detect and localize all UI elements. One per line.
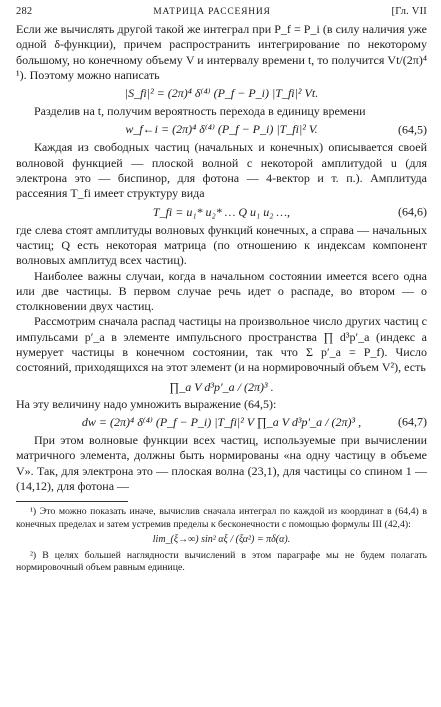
footnote-1-equation-text: lim_(ξ→∞) sin² αξ / (ξα²) = πδ(α). bbox=[152, 533, 291, 545]
footnote-divider bbox=[16, 501, 128, 502]
equation-64-6-text: T_fi = u₁* u₂* … Q u₁ u₂ …, bbox=[152, 204, 291, 219]
running-header bbox=[16, 6, 427, 22]
equation-64-5-number: (64,5) bbox=[398, 122, 427, 137]
paragraph-1: Если же вычислять другой такой же интеграл при P_f = P_i (в силу наличия уже одной δ-функции), причем распространить интегрирование по некоторому большому, но конечному объему V и интервалу времени t, то получится Vt/(2π)⁴ ¹). Поэтому можно написать bbox=[16, 22, 427, 82]
paragraph-5: Наиболее важны случаи, когда в начальном состоянии имеется всего одна или две частицы. В первом случае речь идет о распаде, во втором — о столкновении двух частиц. bbox=[16, 268, 427, 314]
running-title: МАТРИЦА РАССЕЯНИЯ bbox=[153, 7, 271, 17]
paragraph-7: На эту величину надо умножить выражение (64,5): bbox=[16, 396, 277, 411]
paragraph-8: При этом волновые функции всех частиц, используемые при вычислении матричного элемента, должны быть нормированы «на одну частицу в объеме V». Так, для электрона это — плоская волна (23,1), для частицы со спином 1 — (14,12), для фотона — bbox=[16, 432, 427, 493]
paragraph-3: Каждая из свободных частиц (начальных и конечных) описывается своей волновой функцией — плоской волной с некоторой амплитудой u (для электрона это — биспинор, для фотона — 4-вектор и т. п.). Амплитуда рассеяния T_fi имеет структуру вида bbox=[16, 140, 427, 201]
footnote-1: ¹) Это можно показать иначе, вычислив сначала интеграл по каждой из координат в (64,4) в конечных пределах и затем устремив пределы к бесконечности с помощью формулы III (42,4): bbox=[16, 506, 427, 530]
paragraph-6: Рассмотрим сначала распад частицы на произвольное число других частиц с импульсами p′_a в элементе импульсного пространства ∏ d³p′_a (индекс a нумерует частицы в конечном состоянии, так что Σ p′_a = P_f). Число состояний, приходящихся на этот элемент (и на нормировочный объем V²), есть bbox=[16, 314, 427, 375]
paragraph-4: где слева стоят амплитуды волновых функций конечных, а справа — начальных частиц; Q есть некоторая матрица (по отношению к индексам компонент волновых амплитуд всех частиц). bbox=[16, 222, 427, 268]
equation-s-fi-text: |S_fi|² = (2π)⁴ δ⁽⁴⁾ (P_f − P_i) |T_fi|² Vt. bbox=[124, 86, 319, 101]
chapter-label: [Гл. VII bbox=[391, 6, 427, 17]
page-number: 282 bbox=[16, 6, 33, 17]
equation-state-count-text: ∏_a V d³p′_a / (2π)³ . bbox=[169, 379, 274, 394]
equation-64-6-number: (64,6) bbox=[398, 204, 427, 219]
equation-64-7-number: (64,7) bbox=[398, 414, 427, 429]
equation-64-7 bbox=[16, 415, 427, 430]
footnote-2: ²) В целях большей наглядности вычислений в этом параграфе мы не будем полагать нормировочный объем равным единице. bbox=[16, 549, 427, 574]
equation-64-7-text: dw = (2π)⁴ δ⁽⁴⁾ (P_f − P_i) |T_fi|² V ∏_a V d³p′_a / (2π)³ , bbox=[81, 414, 362, 429]
footnote-1-equation bbox=[16, 534, 427, 545]
equation-state-count bbox=[16, 380, 427, 395]
equation-64-5 bbox=[16, 122, 427, 137]
equation-s-fi bbox=[16, 86, 427, 101]
paragraph-2: Разделив на t, получим вероятность перехода в единицу времени bbox=[34, 104, 366, 119]
equation-64-6 bbox=[16, 205, 427, 220]
equation-64-5-text: w_f←i = (2π)⁴ δ⁽⁴⁾ (P_f − P_i) |T_fi|² V. bbox=[125, 122, 318, 137]
